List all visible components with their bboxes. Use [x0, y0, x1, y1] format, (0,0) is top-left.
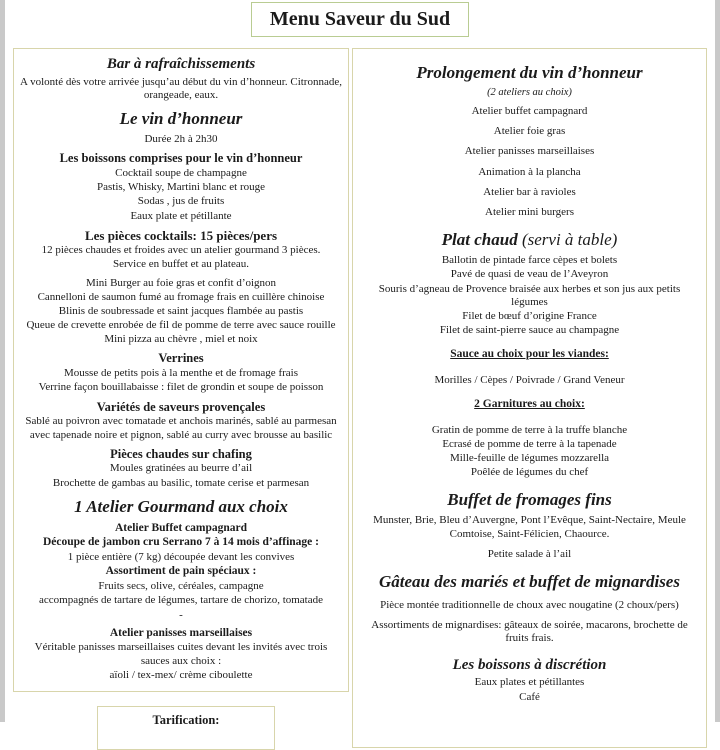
- menu-line: 1 pièce entière (7 kg) découpée devant les convives: [67, 551, 295, 564]
- section-heading: [361, 657, 698, 675]
- menu-line: Découpe de jambon cru Serrano 7 à 14 mois d’affinage :: [43, 536, 319, 549]
- menu-section: [19, 627, 343, 682]
- menu-line: Verrine façon bouillabaisse : filet de grondin et soupe de poisson: [38, 381, 324, 394]
- menu-line: Assortiment de pain spéciaux :: [105, 565, 257, 578]
- menu-line: Moules gratinées au beurre d’ail: [109, 462, 253, 475]
- menu-line: accompagnés de tartare de légumes, tartare de chorizo, tomatade: [38, 594, 324, 607]
- menu-line: Atelier bar à ravioles: [483, 185, 576, 198]
- section-heading-text: Atelier Buffet campagnard: [114, 521, 247, 534]
- menu-title-box: [251, 2, 469, 37]
- menu-section: [361, 63, 698, 219]
- menu-line: Atelier foie gras: [493, 125, 566, 138]
- menu-line: 12 pièces chaudes et froides avec un atelier gourmand 3 pièces.: [41, 244, 321, 257]
- section-heading-text: Le vin d’honneur: [119, 109, 243, 129]
- section-heading-text: Les boissons à discrétion: [452, 656, 607, 673]
- section-heading: [19, 151, 343, 166]
- menu-line: Eaux plates et pétillantes: [474, 676, 585, 689]
- section-heading: [361, 348, 698, 362]
- section-heading: [19, 627, 343, 641]
- menu-line: Fruits secs, olive, céréales, campagne: [98, 580, 264, 593]
- page-title: Menu Saveur du Sud: [269, 8, 451, 30]
- section-heading-text: Les boissons comprises pour le vin d’honneur: [59, 151, 303, 166]
- section-heading-text: Gâteau des mariés et buffet de mignardises: [379, 572, 680, 592]
- section-heading: [19, 56, 343, 74]
- menu-line: Assortiments de mignardises: gâteaux de soirée, macarons, brochette de fruits frais.: [371, 619, 688, 645]
- menu-line: Poêlée de légumes du chef: [470, 466, 589, 479]
- section-heading-text: Buffet de fromages fins: [447, 490, 612, 510]
- menu-section: [361, 657, 698, 704]
- menu-line: Eaux plate et pétillante: [130, 209, 232, 222]
- section-heading-text: 1 Atelier Gourmand aux choix: [74, 496, 288, 516]
- title-area: [0, 2, 720, 37]
- section-heading: [361, 398, 698, 412]
- section-heading-suffix: (servi à table): [517, 230, 618, 250]
- section-heading-text: Plat chaud: [441, 230, 518, 250]
- section-heading: [19, 109, 343, 129]
- menu-line: Sodas , jus de fruits: [137, 195, 225, 208]
- menu-line: Mini Burger au foie gras et confit d’oignon: [85, 276, 277, 289]
- menu-line: Ballotin de pintade farce cèpes et bolets: [441, 254, 618, 267]
- page-edge-left: [0, 0, 5, 722]
- menu-line: Mousse de petits pois à la menthe et de fromage frais: [64, 367, 298, 380]
- menu-section: [361, 572, 698, 646]
- menu-line: Morilles / Cèpes / Poivrade / Grand Veneur: [434, 373, 625, 386]
- section-heading-text: Sauce au choix pour les viandes:: [450, 348, 609, 361]
- menu-line: Filet de saint-pierre sauce au champagne: [439, 324, 620, 337]
- menu-line: Durée 2h à 2h30: [144, 133, 218, 146]
- menu-line: Mille-feuille de légumes mozzarella: [449, 452, 610, 465]
- menu-line: Véritable panisses marseillaises cuites devant les invités avec trois sauces aux choix :: [34, 641, 328, 667]
- menu-line: Sablé au poivron avec tomatade et anchois marinés, sablé au parmesan avec tapenade noire et pignon, sablé au curry avec brousse au basilic: [25, 415, 337, 441]
- menu-line: Animation à la plancha: [478, 165, 581, 178]
- menu-section: [19, 56, 343, 102]
- menu-line: Cannelloni de saumon fumé au fromage frais en cuillère chinoise: [37, 290, 325, 303]
- right-panel: [352, 48, 707, 748]
- section-heading-text: Verrines: [158, 351, 204, 366]
- menu-line: Atelier panisses marseillaises: [464, 145, 595, 158]
- menu-line: Munster, Brie, Bleu d’Auvergne, Pont l’Evêque, Saint-Nectaire, Meule Comtoise, Saint-Félicien, Chaource.: [373, 514, 686, 540]
- menu-section: [361, 398, 698, 479]
- menu-line: A volonté dès votre arrivée jusqu’au début du vin d’honneur. Citronnade, orangeade, eaux.: [20, 75, 342, 101]
- section-note: (2 ateliers au choix): [487, 87, 572, 99]
- menu-line: Gratin de pomme de terre à la truffe blanche: [431, 423, 628, 436]
- menu-section: [19, 351, 343, 394]
- section-heading: [19, 447, 343, 462]
- menu-section: [19, 109, 343, 146]
- menu-section: [361, 230, 698, 337]
- menu-line: Pavé de quasi de veau de l’Aveyron: [450, 268, 609, 281]
- menu-line: Mini pizza au chèvre , miel et noix: [104, 333, 258, 346]
- menu-section: [19, 522, 343, 622]
- section-heading: [361, 490, 698, 510]
- section-heading: [361, 63, 698, 83]
- section-heading-text: Pièces chaudes sur chafing: [110, 446, 252, 461]
- menu-line: Pièce montée traditionnelle de choux avec nougatine (2 choux/pers): [380, 599, 679, 612]
- section-heading-text: 2 Garnitures au choix:: [474, 398, 585, 411]
- section-heading: [361, 230, 698, 250]
- page-edge-right: [715, 0, 720, 722]
- menu-section: [19, 277, 343, 347]
- menu-line: Service en buffet et au plateau.: [112, 258, 249, 271]
- section-heading: [19, 351, 343, 366]
- section-heading: [19, 228, 343, 243]
- menu-columns: [13, 48, 707, 748]
- tarification-heading: Tarification:: [152, 713, 220, 727]
- menu-section: [19, 447, 343, 490]
- section-heading-text: Bar à rafraîchissements: [106, 56, 256, 72]
- tarification-box: [97, 706, 275, 750]
- section-heading: [19, 522, 343, 536]
- menu-section: [361, 490, 698, 561]
- menu-section: [19, 497, 343, 517]
- menu-line: Café: [519, 690, 540, 703]
- menu-line: Ecrasé de pomme de terre à la tapenade: [442, 437, 617, 450]
- menu-line: Brochette de gambas au basilic, tomate cerise et parmesan: [52, 476, 310, 489]
- section-heading: [19, 497, 343, 517]
- section-heading: [19, 400, 343, 415]
- menu-line: Pastis, Whisky, Martini blanc et rouge: [96, 181, 266, 194]
- menu-section: [19, 228, 343, 272]
- menu-line: Blinis de soubressade et saint jacques flambée au pastis: [58, 304, 304, 317]
- section-heading-text: Variétés de saveurs provençales: [96, 399, 266, 414]
- menu-line: Atelier buffet campagnard: [471, 105, 588, 118]
- left-panel: [13, 48, 349, 692]
- menu-line: Queue de crevette enrobée de fil de pomme de terre avec sauce rouille: [26, 319, 336, 332]
- section-heading-text: Prolongement du vin d’honneur: [416, 63, 643, 82]
- menu-line: aïoli / tex-mex/ crème ciboulette: [109, 668, 253, 681]
- menu-section: [19, 151, 343, 223]
- section-heading: [361, 572, 698, 592]
- menu-section: [361, 348, 698, 387]
- menu-section: [19, 400, 343, 442]
- menu-line: Petite salade à l’ail: [487, 547, 572, 560]
- menu-line: -: [179, 608, 183, 621]
- section-heading-text: Atelier panisses marseillaises: [109, 626, 253, 639]
- menu-line: Filet de bœuf d’origine France: [462, 309, 597, 322]
- menu-line: Atelier mini burgers: [485, 205, 574, 218]
- menu-line: Souris d’agneau de Provence braisée aux herbes et son jus aux petits légumes: [378, 282, 681, 308]
- section-heading-text: Les pièces cocktails: 15 pièces/pers: [84, 227, 278, 243]
- menu-line: Cocktail soupe de champagne: [115, 167, 247, 180]
